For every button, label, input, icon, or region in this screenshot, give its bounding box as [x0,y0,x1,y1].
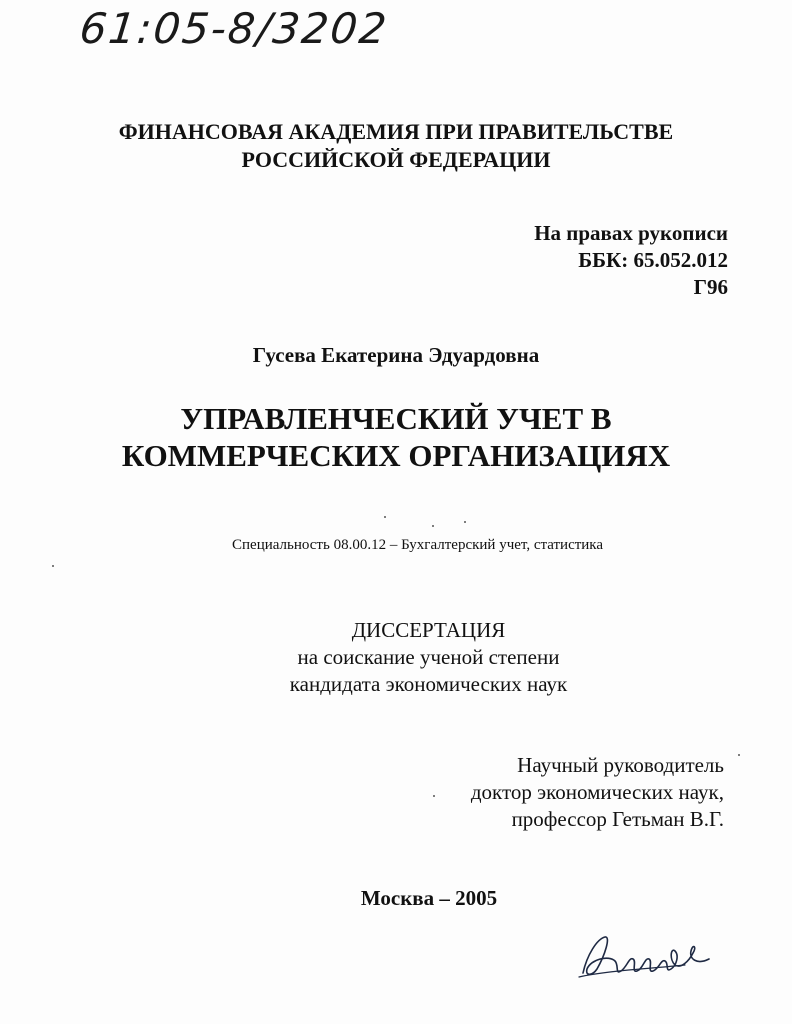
scan-speck [384,516,386,518]
manuscript-rights: На правах рукописи [534,221,728,245]
institution-name [0,118,792,174]
scan-speck [52,565,54,567]
advisor-degree: доктор экономических наук, [470,780,724,804]
author-name: Гусева Екатерина Эдуардовна [252,343,540,367]
degree-name: кандидата экономических наук [289,672,568,696]
author-mark: Г96 [693,275,728,299]
document-type: ДИССЕРТАЦИЯ [351,618,506,642]
scan-speck [433,795,435,797]
advisor-role: Научный руководитель [517,753,724,777]
bbk-code: ББК: 65.052.012 [578,248,728,272]
scan-speck [464,521,466,523]
title-line-1: УПРАВЛЕНЧЕСКИЙ УЧЕТ В [180,401,612,436]
rights-block [534,220,728,301]
advisor-name: профессор Гетьман В.Г. [511,807,724,831]
dissertation-title [0,400,792,474]
handwritten-call-number: 61:05-8/3202 [77,4,391,53]
signature-icon [575,925,715,985]
specialty-line: Специальность 08.00.12 – Бухгалтерский учет, статистика [232,537,604,553]
scan-speck [738,754,740,756]
institution-line-2: РОССИЙСКОЙ ФЕДЕРАЦИИ [241,147,551,172]
degree-purpose: на соискание ученой степени [297,645,560,669]
scan-speck [432,525,434,527]
title-line-2: КОММЕРЧЕСКИХ ОРГАНИЗАЦИЯХ [121,438,671,473]
advisor-block [471,752,724,833]
city-year: Москва – 2005 [360,886,498,910]
degree-block [0,617,792,698]
institution-line-1: ФИНАНСОВАЯ АКАДЕМИЯ ПРИ ПРАВИТЕЛЬСТВЕ [118,119,674,144]
